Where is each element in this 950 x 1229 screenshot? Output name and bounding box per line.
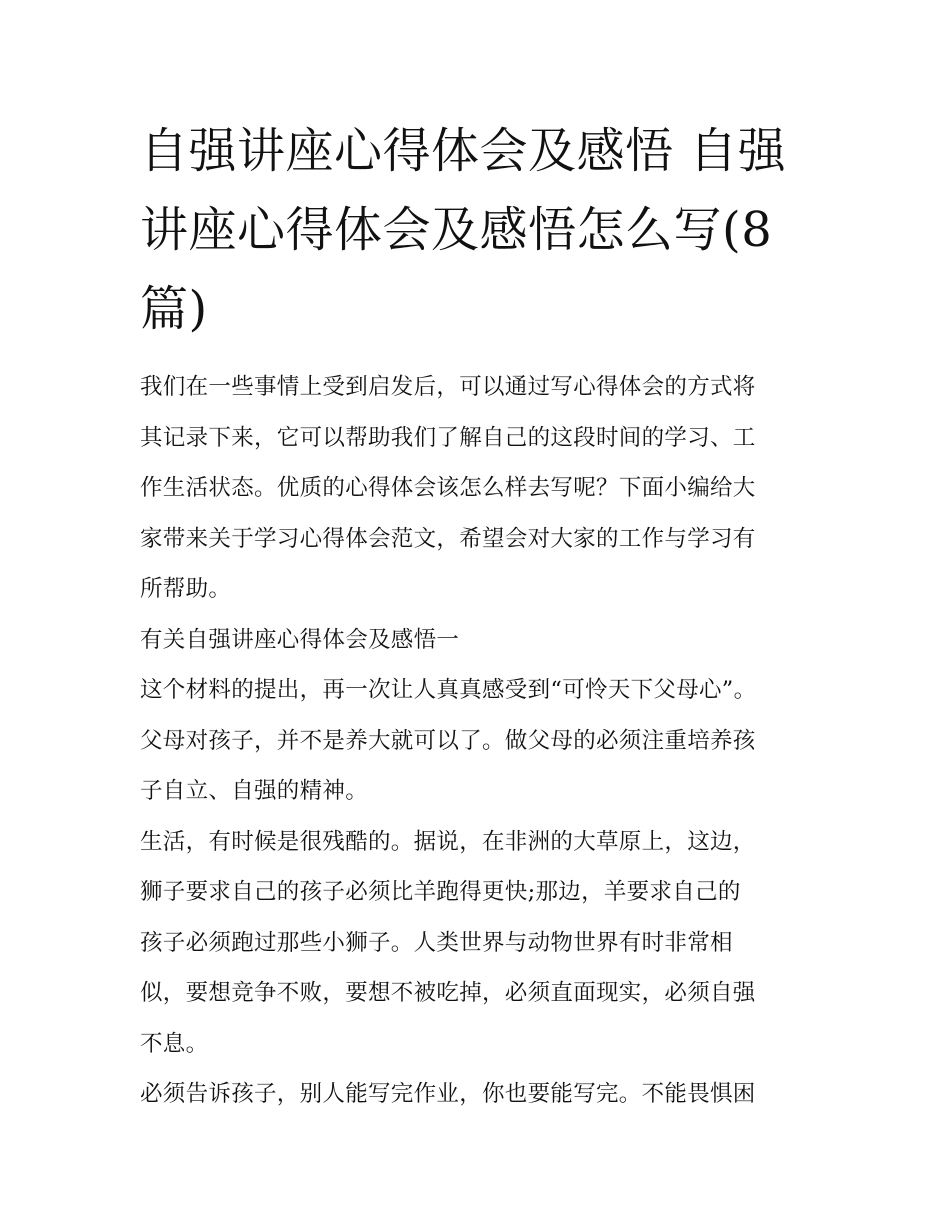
body-paragraph <box>140 1069 814 1120</box>
title-line: 讲座心得体会及感悟怎么写(8 <box>140 202 773 258</box>
text-line: 孩子必须跑过那些小狮子。人类世界与动物世界有时非常相 <box>140 929 733 956</box>
text-line: 子自立、自强的精神。 <box>140 778 369 804</box>
text-line: 家带来关于学习心得体会范文，希望会对大家的工作与学习有 <box>140 525 756 552</box>
title-line: 自强讲座心得体会及感悟 自强 <box>140 123 787 179</box>
text-line: 父母对孩子，并不是养大就可以了。做父母的必须注重培养孩 <box>140 727 756 754</box>
document-content <box>140 112 814 1120</box>
body-paragraph <box>140 665 814 817</box>
text-line: 这个材料的提出，再一次让人真真感受到“可怜天下父母心”。 <box>140 677 757 703</box>
text-line: 所帮助。 <box>140 576 232 602</box>
document-title <box>140 112 814 349</box>
text-line: 我们在一些事情上受到启发后，可以通过写心得体会的方式将 <box>140 374 756 400</box>
section-heading <box>140 615 814 666</box>
text-line: 有关自强讲座心得体会及感悟一 <box>140 626 460 653</box>
text-line: 必须告诉孩子，别人能写完作业，你也要能写完。不能畏惧困 <box>140 1081 756 1107</box>
intro-paragraph <box>140 362 814 615</box>
title-line: 篇) <box>140 281 208 337</box>
body-paragraph <box>140 817 814 1070</box>
text-line: 生活，有时候是很残酷的。据说，在非洲的大草原上，这边， <box>140 828 756 855</box>
text-line: 不息。 <box>140 1030 209 1057</box>
text-line: 作生活状态。优质的心得体会该怎么样去写呢？下面小编给大 <box>140 475 756 501</box>
document-body <box>140 362 814 1120</box>
text-line: 其记录下来，它可以帮助我们了解自己的这段时间的学习、工 <box>140 424 756 451</box>
text-line: 似，要想竞争不败，要想不被吃掉，必须直面现实，必须自强 <box>140 980 756 1006</box>
text-line: 狮子要求自己的孩子必须比羊跑得更快;那边，羊要求自己的 <box>140 879 741 905</box>
